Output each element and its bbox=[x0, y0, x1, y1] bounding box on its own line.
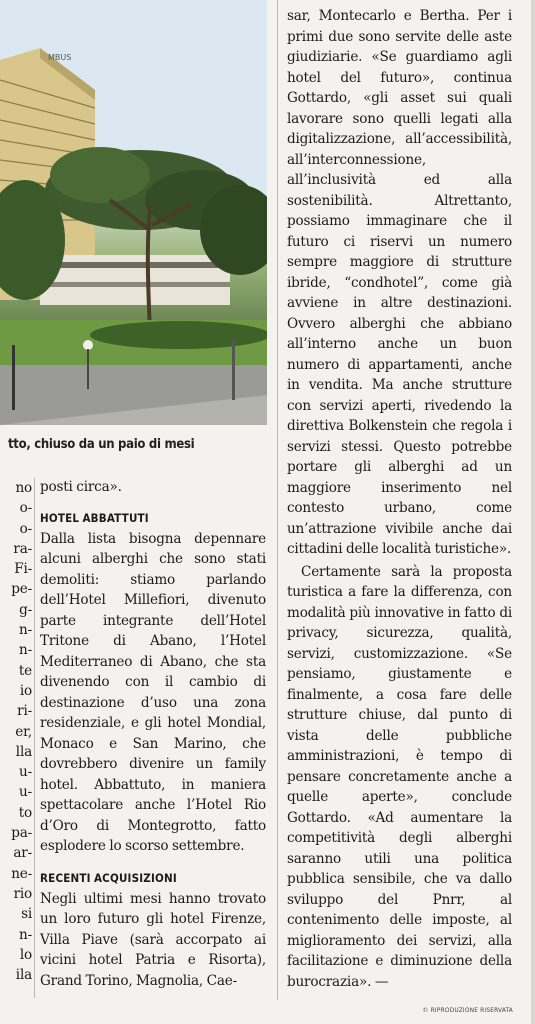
left-fragment-line: n- bbox=[19, 926, 32, 943]
building-sign: MBUS bbox=[48, 53, 72, 62]
left-fragment-line: ar- bbox=[13, 845, 32, 862]
intro-text: posti circa». bbox=[40, 479, 122, 495]
left-fragment-line: te bbox=[18, 662, 32, 679]
right-paragraph-2: Certamente sarà la proposta turistica a fare la differenza, con modalità più innovative in fatto di privacy, sicurezza, qualità, servizi, customizzazione. «Se pensiamo, giustamente e finalmente, a cosa fare delle strutture chiuse, dal punto di vista delle pubbliche amministrazioni, è tempo di pensare concretamente anche a quelle aperte», conclude Gottardo. «Ad aumentare la competitività degli alberghi saranno utili una politica pubblica sensibile, che va dallo sviluppo del Pnrr, al contenimento delle imposte, al miglioramento dei servizi, alla facilitazione e diminuzione della burocrazia». — bbox=[287, 563, 512, 990]
right-paragraph-1: sar, Montecarlo e Bertha. Per i primi due sono servite delle aste giudiziarie. «Se guardiamo agli hotel del futuro», continua Gottardo, «gli asset sui quali lavorare sono quelli legati alla digitalizzazione, all’accessibilità, all’interconnessione, all’inclusività ed alla sostenibilità. Altrettanto, possiamo immaginare che il futuro ci riservi un numero sempre maggiore di strutture ibride, “condhotel”, come già avviene in altre destinazioni. Ovvero alberghi che abbiano all’interno anche un buon numero di appartamenti, anche in vendita. Ma anche strutture con servizi aperti, rivedendo la direttiva Bolkenstein che regola i servizi stessi. Questo potrebbe portare gli alberghi ad un maggiore inserimento nel contesto urbano, come un’attrazione vivibile anche dai cittadini delle località turistiche». bbox=[287, 8, 512, 557]
photo-caption: tto, chiuso da un paio di mesi bbox=[8, 437, 195, 452]
left-fragment-line: ra- bbox=[13, 540, 32, 557]
left-fragment-line: si bbox=[21, 906, 32, 923]
left-fragment-line: n- bbox=[19, 642, 32, 659]
left-fragment-line: Fi- bbox=[14, 561, 32, 578]
left-fragment-line: no bbox=[15, 480, 32, 496]
left-fragment-line: ila bbox=[15, 967, 32, 984]
hotel-building-photo bbox=[0, 0, 267, 425]
left-fragment-line: u- bbox=[19, 784, 32, 801]
column-divider-right bbox=[277, 0, 278, 1000]
left-fragment-line: er, bbox=[15, 723, 32, 740]
left-fragment-line: ne- bbox=[11, 865, 32, 882]
page-edge-strip bbox=[531, 0, 535, 1024]
left-fragment-line: o- bbox=[19, 520, 32, 537]
left-fragment-line: lla bbox=[15, 743, 32, 760]
left-column-fragments bbox=[2, 478, 32, 985]
left-fragment-line: g- bbox=[19, 601, 32, 618]
left-fragment-line: u- bbox=[19, 764, 32, 781]
right-column bbox=[287, 6, 512, 992]
section-body-hotel-abbattuti: Dalla lista bisogna depennare alcuni alberghi che sono stati demoliti: stiamo parlando dell’Hotel Millefiori, divenuto parte integrante dell’Hotel Tritone di Abano, l’Hotel Mediterraneo di Abano, che sta divenendo con il cambio di destinazione d’uso una zona residenziale, e gli hotel Mondial, Monaco e San Marino, che dovrebbero divenire un family hotel. Abbattuto, in maniera spettacolare anche l’Hotel Rio d’Oro di Montegrotto, fatto esplodere lo scorso settembre. bbox=[40, 530, 266, 854]
left-fragment-line: io bbox=[19, 682, 32, 699]
section-body-recenti-acquisizioni: Negli ultimi mesi hanno trovato un loro futuro gli hotel Firenze, Villa Piave (sarà accorpato ai vicini hotel Patria e Risorta), Grand Torino, Magnolia, Cae- bbox=[40, 890, 266, 989]
photo-illustration bbox=[0, 0, 267, 425]
left-fragment-line: lo bbox=[19, 946, 32, 963]
section-heading-hotel-abbattuti: HOTEL ABBATTUTI bbox=[40, 510, 149, 525]
left-fragment-line: to bbox=[18, 804, 32, 821]
left-fragment-line: o- bbox=[19, 500, 32, 517]
left-fragment-line: n- bbox=[19, 622, 32, 639]
left-fragment-line: rio bbox=[13, 885, 32, 902]
middle-column bbox=[40, 477, 266, 991]
copyright-notice: © RIPRODUZIONE RISERVATA bbox=[422, 1006, 513, 1014]
left-fragment-line: pe- bbox=[11, 581, 32, 598]
left-fragment-line: pa- bbox=[11, 825, 32, 842]
column-divider-left bbox=[34, 478, 35, 998]
section-heading-recenti-acquisizioni: RECENTI ACQUISIZIONI bbox=[40, 870, 177, 885]
left-fragment-line: ri- bbox=[17, 703, 32, 720]
